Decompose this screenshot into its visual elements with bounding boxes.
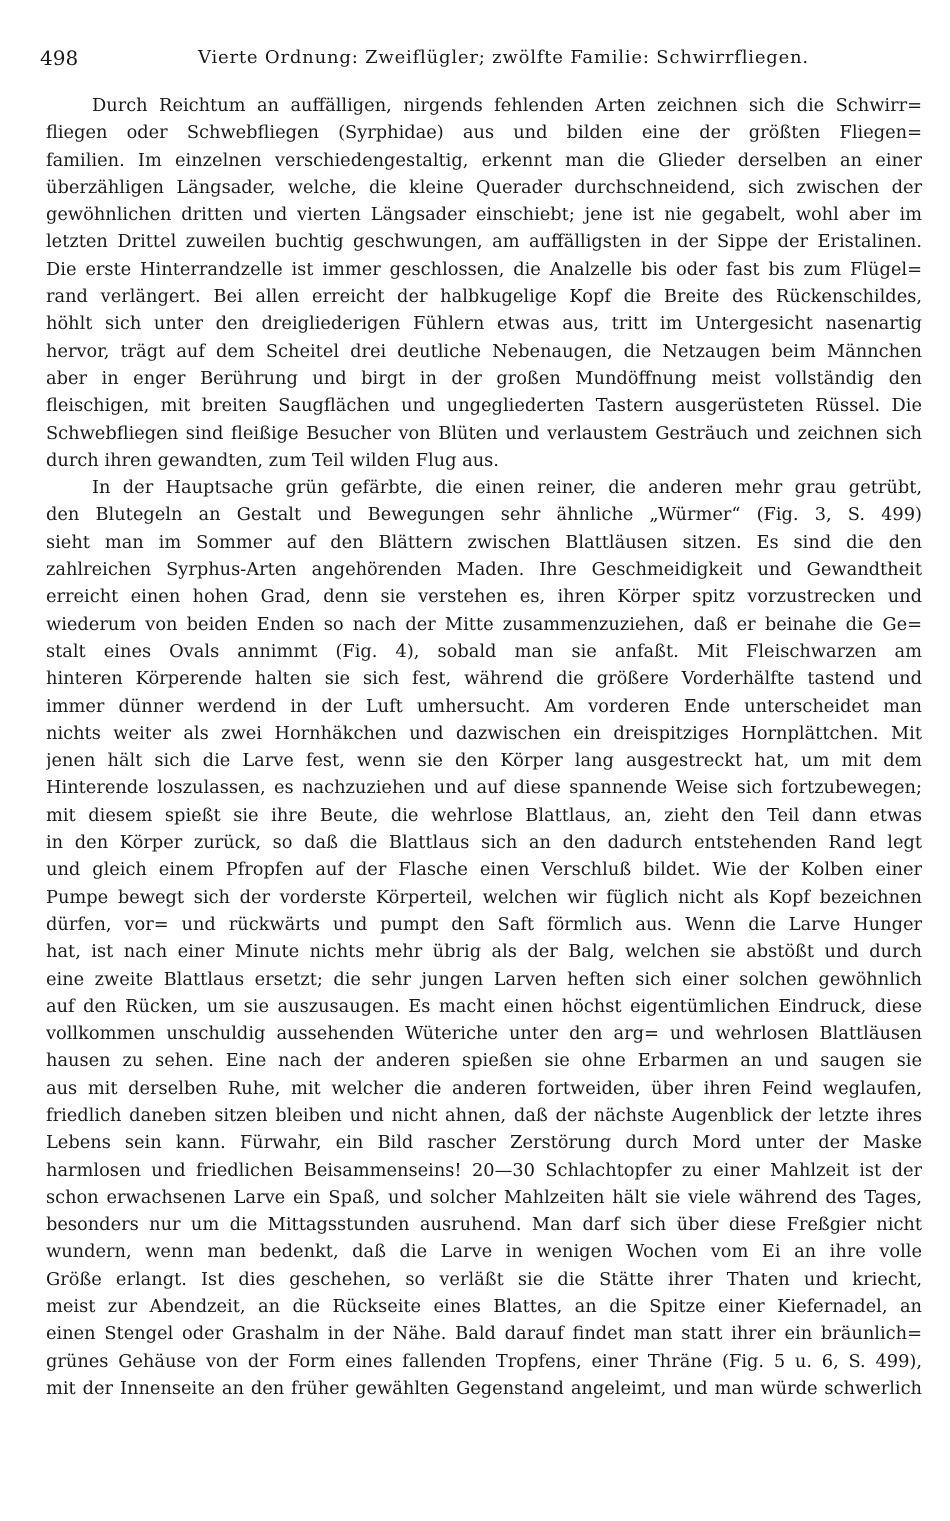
text-line: besonders nur um die Mittagsstunden ausruhend. Man darf sich über diese Freßgier nicht bbox=[46, 1214, 922, 1236]
text-line: durch ihren gewandten, zum Teil wilden Flug aus. bbox=[46, 449, 499, 471]
body-text bbox=[46, 92, 922, 1402]
text-line: auf den Rücken, um sie auszusaugen. Es macht einen höchst eigentümlichen Eindruck, diese bbox=[46, 995, 922, 1017]
text-line: stalt eines Ovals annimmt (Fig. 4), sobald man sie anfaßt. Mit Fleischwarzen am bbox=[46, 640, 922, 662]
running-head: Vierte Ordnung: Zweiflügler; zwölfte Familie: Schwirrfliegen. bbox=[198, 47, 809, 68]
text-line: mit der Innenseite an den früher gewählten Gegenstand angeleimt, und man würde schwerlich bbox=[46, 1377, 922, 1399]
text-line: Die erste Hinterrandzelle ist immer geschlossen, die Analzelle bis oder fast bis zum Flügel= bbox=[46, 258, 922, 280]
text-line: aber in enger Berührung und birgt in der großen Mundöffnung meist vollständig den bbox=[46, 367, 922, 389]
paragraph bbox=[46, 474, 922, 1402]
text-line: wiederum von beiden Enden so nach der Mitte zusammenzuziehen, daß er beinahe die Ge= bbox=[46, 613, 922, 635]
text-line: Durch Reichtum an auffälligen, nirgends fehlenden Arten zeichnen sich die Schwirr= bbox=[92, 95, 922, 116]
text-line: vollkommen unschuldig aussehenden Wüteriche unter den arg= und wehrlosen Blattläusen bbox=[46, 1023, 922, 1045]
text-line: wundern, wenn man bedenkt, daß die Larve in wenigen Wochen vom Ei an ihre volle bbox=[46, 1241, 922, 1263]
paragraph bbox=[46, 92, 922, 474]
text-line: aus mit derselben Ruhe, mit welcher die anderen fortweiden, über ihren Feind weglaufen, bbox=[46, 1077, 922, 1099]
text-line: schon erwachsenen Larve ein Spaß, und solcher Mahlzeiten hält sie viele während des Tages, bbox=[46, 1186, 922, 1208]
text-line: gewöhnlichen dritten und vierten Längsader einschiebt; jene ist nie gegabelt, wohl aber im bbox=[46, 204, 922, 226]
text-line: letzten Drittel zuweilen buchtig geschwungen, am auffälligsten in der Sippe der Eristalinen. bbox=[46, 231, 922, 253]
text-line: rand verlängert. Bei allen erreicht der halbkugelige Kopf die Breite des Rückenschildes, bbox=[46, 286, 922, 308]
page-number: 498 bbox=[40, 46, 79, 70]
text-line: eine zweite Blattlaus ersetzt; die sehr jungen Larven heften sich einer solchen gewöhnlich bbox=[46, 968, 922, 990]
text-line: mit diesem spießt sie ihre Beute, die wehrlose Blattlaus, an, zieht den Teil dann etwas bbox=[46, 804, 922, 826]
text-line: überzähligen Längsader, welche, die kleine Querader durchschneidend, sich zwischen der bbox=[46, 176, 922, 198]
text-line: familien. Im einzelnen verschiedengestaltig, erkennt man die Glieder derselben an einer bbox=[46, 149, 922, 171]
text-line: fleischigen, mit breiten Saugflächen und ungegliederten Tastern ausgerüsteten Rüssel. Die bbox=[46, 395, 922, 417]
text-line: den Blutegeln an Gestalt und Bewegungen sehr ähnliche „Würmer“ (Fig. 3, S. 499) bbox=[46, 504, 922, 526]
text-line: und gleich einem Pfropfen auf der Flasche einen Verschluß bildet. Wie der Kolben einer bbox=[46, 859, 922, 881]
text-line: Pumpe bewegt sich der vorderste Körperteil, welchen wir füglich nicht als Kopf bezeichnen bbox=[46, 886, 922, 908]
text-line: höhlt sich unter den dreigliederigen Fühlern etwas aus, tritt im Untergesicht nasenartig bbox=[46, 313, 922, 335]
text-line: hat, ist nach einer Minute nichts mehr übrig als der Balg, welchen sie abstößt und durch bbox=[46, 941, 922, 963]
text-line: hervor, trägt auf dem Scheitel drei deutliche Nebenaugen, die Netzaugen beim Männchen bbox=[46, 340, 922, 362]
text-line: immer dünner werdend in der Luft umhersucht. Am vorderen Ende unterscheidet man bbox=[46, 695, 922, 717]
text-line: friedlich daneben sitzen bleiben und nicht ahnen, daß der nächste Augenblick der letzte ihres bbox=[46, 1104, 922, 1126]
page-header bbox=[40, 40, 920, 76]
text-line: Schwebfliegen sind fleißige Besucher von Blüten und verlaustem Gesträuch und zeichnen sich bbox=[46, 422, 922, 444]
text-line: jenen hält sich die Larve fest, wenn sie den Körper lang ausgestreckt hat, um mit dem bbox=[46, 750, 922, 772]
text-line: In der Hauptsache grün gefärbte, die einen reiner, die anderen mehr grau getrübt, bbox=[92, 477, 922, 499]
text-line: in den Körper zurück, so daß die Blattlaus sich an den dadurch entstehenden Rand legt bbox=[46, 832, 922, 854]
text-line: hausen zu sehen. Eine nach der anderen spießen sie ohne Erbarmen an und saugen sie bbox=[46, 1050, 922, 1072]
text-line: grünes Gehäuse von der Form eines fallenden Tropfens, einer Thräne (Fig. 5 u. 6, S. 499), bbox=[46, 1350, 922, 1372]
text-line: nichts weiter als zwei Hornhäkchen und dazwischen ein dreispitziges Hornplättchen. Mit bbox=[46, 722, 922, 744]
text-line: harmlosen und friedlichen Beisammenseins! 20—30 Schlachtopfer zu einer Mahlzeit ist der bbox=[46, 1159, 922, 1181]
text-line: einen Stengel oder Grashalm in der Nähe. Bald darauf findet man statt ihrer ein bräunlich= bbox=[46, 1323, 922, 1345]
text-line: hinteren Körperende halten sie sich fest, während die größere Vorderhälfte tastend und bbox=[46, 668, 922, 690]
text-line: meist zur Abendzeit, an die Rückseite eines Blattes, an die Spitze einer Kiefernadel, an bbox=[46, 1296, 922, 1318]
text-line: dürfen, vor= und rückwärts und pumpt den Saft förmlich aus. Wenn die Larve Hunger bbox=[46, 913, 922, 935]
text-line: zahlreichen Syrphus-Arten angehörenden Maden. Ihre Geschmeidigkeit und Gewandtheit bbox=[46, 559, 922, 581]
text-line: Hinterende loszulassen, es nachzuziehen und auf diese spannende Weise sich fortzubewegen; bbox=[46, 777, 922, 799]
text-line: erreicht einen hohen Grad, denn sie verstehen es, ihren Körper spitz vorzustrecken und bbox=[46, 586, 922, 608]
text-line: fliegen oder Schwebfliegen (Syrphidae) aus und bilden eine der größten Fliegen= bbox=[46, 122, 922, 144]
text-line: Größe erlangt. Ist dies geschehen, so verläßt sie die Stätte ihrer Thaten und kriecht, bbox=[46, 1268, 922, 1290]
text-line: sieht man im Sommer auf den Blättern zwischen Blattläusen sitzen. Es sind die den bbox=[46, 531, 922, 553]
text-line: Lebens sein kann. Fürwahr, ein Bild rascher Zerstörung durch Mord unter der Maske bbox=[46, 1132, 922, 1154]
